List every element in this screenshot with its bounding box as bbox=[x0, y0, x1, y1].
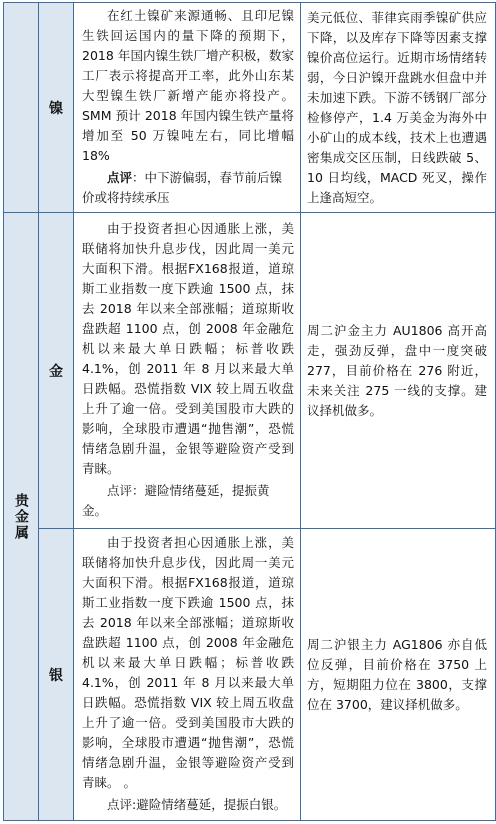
nickel-comment-label: 点评 bbox=[107, 170, 133, 185]
gold-comment: 点评：避险情绪蔓延，提振黄金。 bbox=[82, 483, 270, 518]
silver-news-cell bbox=[74, 529, 301, 821]
table-row-nickel bbox=[4, 3, 496, 213]
nickel-tech-text: 美元低位、菲律宾雨季镍矿供应下降，以及库存下降等因素支撑镍价高位运行。近期市场情绪转弱，今日沪镍开盘跳水但盘中并未加速下跌。下游不锈钢厂部分检修停产，1.4 万美金为海外中小矿山的成本线，技术上也遭遇密集成交区压制，日线跌破 5、10 日均线，MACD 死叉，操作上逢高短空。 bbox=[307, 9, 487, 205]
silver-tech-text: 周二沪银主力 AG1806 亦自低位反弹，目前价格在 3750 上方，短期阻力位在 3800，支撑位在 3700，建议择机做多。 bbox=[307, 636, 487, 712]
sub-cell-silver bbox=[39, 529, 74, 821]
gold-news-cell bbox=[74, 213, 301, 529]
sub-cell-gold bbox=[39, 213, 74, 529]
sub-cell-nickel bbox=[39, 3, 74, 213]
table-row-silver bbox=[4, 529, 496, 821]
commodity-report-table bbox=[3, 2, 496, 821]
gold-tech-cell bbox=[301, 213, 496, 529]
gold-tech-text: 周二沪金主力 AU1806 高开高走，强劲反弹，盘中一度突破 277，目前价格在 276 附近，未来关注 275 一线的支撑。建议择机做多。 bbox=[307, 322, 487, 418]
gold-label: 金 bbox=[49, 363, 63, 380]
silver-label: 银 bbox=[49, 667, 63, 684]
category-cell-empty bbox=[4, 3, 39, 213]
nickel-news-cell bbox=[74, 3, 301, 213]
nickel-tech-cell bbox=[301, 3, 496, 213]
table-row-gold bbox=[4, 213, 496, 529]
silver-news-text: 由于投资者担心因通胀上涨，美联储将加快升息步伐，因此周一美元大面积下滑。根据FX168报道，道琼斯工业指数一度下跌逾 1500 点，抹去 2018 年以来全部涨幅；道琼斯收盘跌超 1100 点，创 2008 年金融危机以来最大单日跌幅；标普收跌 4.1%，创 2011 年 8 月以来最大单日跌幅。恐慌指数 VIX 较上周五收盘上升了逾一倍。受到美国股市大跌的影响，全球股市遭遇“抛售潮”，恐慌情绪急剧升温，金银等避险资产受到青睐。 。 bbox=[82, 535, 294, 790]
silver-tech-cell bbox=[301, 529, 496, 821]
nickel-comment bbox=[74, 168, 300, 211]
precious-metals-label: 贵金属 bbox=[13, 492, 29, 541]
nickel-comment-text: ：中下游偏弱，春节前后镍价或将持续承压 bbox=[82, 170, 283, 205]
nickel-news-text: 在红土镍矿来源通畅、且印尼镍生铁回运国内的量下降的预期下，2018 年国内镍生铁厂增产积极，数家工厂表示将提高开工率，此外山东某大型镍生铁厂新增产能亦将投产。SMM 预计 2018 年国内镍生铁产量将增加至 50 万镍吨左右，同比增幅 18% bbox=[82, 8, 294, 163]
silver-comment: 点评:避险情绪蔓延，提振白银。 bbox=[107, 797, 287, 812]
gold-news-text: 由于投资者担心因通胀上涨，美联储将加快升息步伐，因此周一美元大面积下滑。根据FX168报道，道琼斯工业指数一度下跌逾 1500 点，抹去 2018 年以来全部涨幅；道琼斯收盘跌超 1100 点，创 2008 年金融危机以来最大单日跌幅；标普收跌 4.1%，创 2011 年 8 月以来最大单日跌幅。恐慌指数 VIX 较上周五收盘上升了逾一倍。受到美国股市大跌的影响，全球股市遭遇“抛售潮”，恐慌情绪急剧升温，金银等避险资产受到青睐。 bbox=[82, 221, 294, 476]
category-cell-precious-metals bbox=[4, 213, 39, 821]
nickel-label: 镍 bbox=[49, 100, 63, 117]
